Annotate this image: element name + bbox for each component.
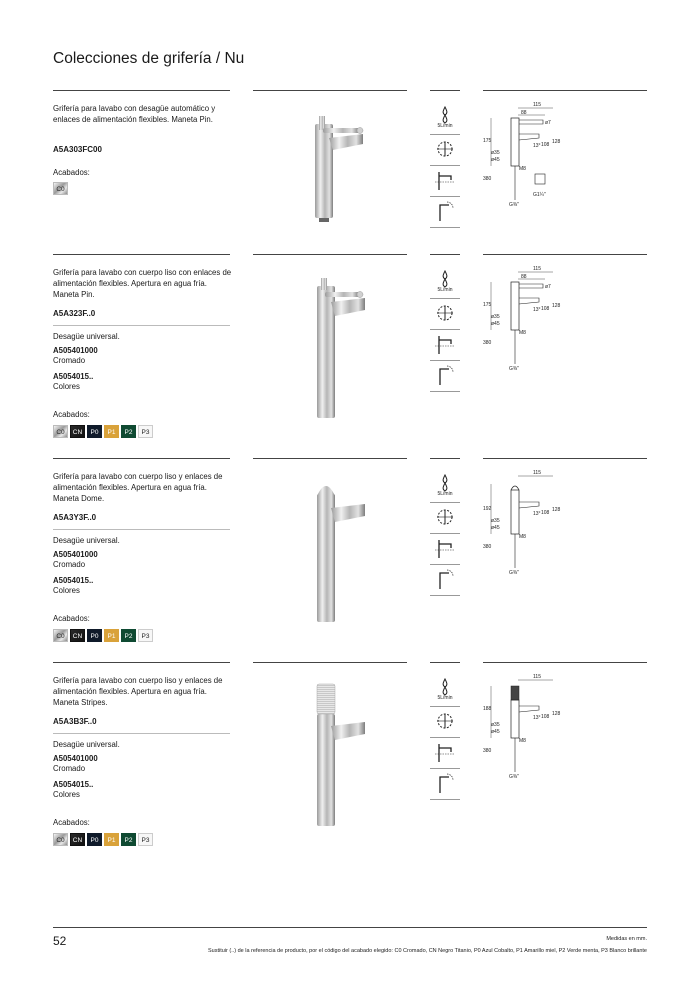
dim-base: ø35 xyxy=(491,150,500,156)
divider xyxy=(483,254,647,255)
divider xyxy=(53,529,230,530)
dim-connection: G⅜" xyxy=(509,570,519,576)
dim-hose: 380 xyxy=(483,748,492,754)
drain-name: Cromado xyxy=(53,356,86,366)
technical-drawing xyxy=(483,100,563,210)
feature-icons xyxy=(430,268,460,392)
flow-rate-label: 5L/min xyxy=(437,695,453,701)
flow-rate-icon xyxy=(430,268,460,299)
feature-icons xyxy=(430,104,460,228)
dim-thread: M8 xyxy=(519,166,526,172)
finish-swatch-c0[interactable]: C0 xyxy=(53,833,68,846)
divider xyxy=(253,458,407,459)
dim-flange: ø45 xyxy=(491,157,500,163)
finish-swatches xyxy=(53,182,68,195)
dim-base: ø35 xyxy=(491,722,500,728)
divider xyxy=(430,254,460,255)
drain-name: Colores xyxy=(53,790,80,800)
divider xyxy=(253,90,407,91)
product-section-4 xyxy=(0,662,700,852)
flow-rate-icon xyxy=(430,676,460,707)
drain-code: A505401000 xyxy=(53,754,98,763)
technical-drawing xyxy=(483,468,563,578)
product-description: Grifería para lavabo con cuerpo liso y enlaces de alimentación flexibles. Apertura en agua fría. Maneta Dome. xyxy=(53,472,223,503)
finish-swatch-p0[interactable]: P0 xyxy=(87,629,102,642)
faucet-height-icon xyxy=(430,330,460,361)
faucet-height-icon xyxy=(430,738,460,769)
dim-height: 192 xyxy=(483,506,492,512)
drain-name: Colores xyxy=(53,586,80,596)
product-section-2 xyxy=(0,254,700,444)
finish-code-note: Sustituir (..) de la referencia de producto, por el código del acabado elegido: C0 Cromado, CN Negro Titanio, P0 Azul Cobalto, P1 Amarillo miel, P2 Verde menta, P3 Blanco brillante xyxy=(207,948,647,954)
faucet-dome-photo xyxy=(293,466,373,636)
faucet-pin-photo xyxy=(293,98,373,268)
divider xyxy=(53,254,230,255)
finish-swatch-cn[interactable]: CN xyxy=(70,833,85,846)
product-section-1 xyxy=(0,90,700,280)
flow-rate-label: 5L/min xyxy=(437,123,453,129)
dim-connection: G⅜" xyxy=(509,774,519,780)
drain-name: Cromado xyxy=(53,560,86,570)
dim-base: ø35 xyxy=(491,314,500,320)
dim-handle-diameter: ø7 xyxy=(545,284,551,290)
drain-label: Desagüe universal. xyxy=(53,740,120,749)
cold-opening-icon xyxy=(430,135,460,166)
dim-flange: ø45 xyxy=(491,525,500,531)
dim-angle: 13° xyxy=(533,307,541,313)
finish-swatch-p2[interactable]: P2 xyxy=(121,629,136,642)
finish-swatch-p3[interactable]: P3 xyxy=(138,425,153,438)
drain-code: A505401000 xyxy=(53,550,98,559)
finish-swatch-p1[interactable]: P1 xyxy=(104,425,119,438)
dim-reach: 128 xyxy=(552,303,561,309)
dim-handle-diameter: ø7 xyxy=(545,120,551,126)
dim-height: 175 xyxy=(483,138,492,144)
dim-height: 175 xyxy=(483,302,492,308)
drain-option xyxy=(53,346,98,367)
finishes-label: Acabados: xyxy=(53,168,90,177)
dim-reach: 128 xyxy=(552,711,561,717)
dim-angle: 13° xyxy=(533,511,541,517)
dim-hose: 380 xyxy=(483,544,492,550)
dim-hose: 380 xyxy=(483,176,492,182)
dim-width: 115 xyxy=(533,674,541,680)
divider xyxy=(430,90,460,91)
footer-divider xyxy=(53,927,647,928)
rotating-spout-icon xyxy=(430,769,460,800)
dim-flange: ø45 xyxy=(491,729,500,735)
dim-angle: 13° xyxy=(533,143,541,149)
product-code: A5A323F..0 xyxy=(53,309,96,318)
divider xyxy=(53,90,230,91)
dim-spout: 108 xyxy=(541,306,550,312)
page-title: Colecciones de grifería / Nu xyxy=(53,50,245,67)
finish-swatch-c0[interactable]: C0 xyxy=(53,629,68,642)
drain-option xyxy=(53,576,93,597)
product-description: Grifería para lavabo con cuerpo liso y enlaces de alimentación flexibles. Apertura en agua fría. Maneta Stripes. xyxy=(53,676,223,707)
finish-swatch-p1[interactable]: P1 xyxy=(104,833,119,846)
finish-swatches xyxy=(53,833,153,846)
dim-hose: 380 xyxy=(483,340,492,346)
divider xyxy=(53,325,230,326)
finish-swatch-c0[interactable]: C0 xyxy=(53,182,68,195)
finish-swatch-p0[interactable]: P0 xyxy=(87,425,102,438)
cold-opening-icon xyxy=(430,503,460,534)
finish-swatch-cn[interactable]: CN xyxy=(70,629,85,642)
faucet-stripes-photo xyxy=(293,670,373,840)
drain-code: A505401000 xyxy=(53,346,98,355)
flow-rate-icon xyxy=(430,104,460,135)
rotating-spout-icon xyxy=(430,197,460,228)
drain-option xyxy=(53,372,93,393)
product-code: A5A3B3F..0 xyxy=(53,717,97,726)
dim-handle: 88 xyxy=(521,110,527,116)
finishes-label: Acabados: xyxy=(53,818,90,827)
faucet-pin-smooth-photo xyxy=(293,262,373,432)
dim-spout: 108 xyxy=(541,510,550,516)
rotating-spout-icon xyxy=(430,565,460,596)
finishes-label: Acabados: xyxy=(53,614,90,623)
drain-code: A5054015.. xyxy=(53,780,94,789)
finish-swatch-p1[interactable]: P1 xyxy=(104,629,119,642)
measurements-note: Medidas en mm. xyxy=(606,936,647,942)
divider xyxy=(483,458,647,459)
dim-reach: 128 xyxy=(552,507,561,513)
drain-label: Desagüe universal. xyxy=(53,536,120,545)
finishes-label: Acabados: xyxy=(53,410,90,419)
divider xyxy=(483,662,647,663)
finish-swatch-p0[interactable]: P0 xyxy=(87,833,102,846)
finish-swatch-p3[interactable]: P3 xyxy=(138,833,153,846)
dim-width: 115 xyxy=(533,266,541,272)
dim-spout: 108 xyxy=(541,714,550,720)
dim-thread: M8 xyxy=(519,534,526,540)
finish-swatch-p3[interactable]: P3 xyxy=(138,629,153,642)
divider xyxy=(53,733,230,734)
dim-width: 115 xyxy=(533,102,541,108)
feature-icons xyxy=(430,676,460,800)
finish-swatches xyxy=(53,425,153,438)
faucet-height-icon xyxy=(430,534,460,565)
feature-icons xyxy=(430,472,460,596)
finish-swatch-p2[interactable]: P2 xyxy=(121,425,136,438)
drain-name: Colores xyxy=(53,382,80,392)
dim-thread: M8 xyxy=(519,330,526,336)
finish-swatch-c0[interactable]: C0 xyxy=(53,425,68,438)
divider xyxy=(430,458,460,459)
product-code: A5A303FC00 xyxy=(53,145,102,154)
dim-height: 188 xyxy=(483,706,492,712)
dim-angle: 13° xyxy=(533,715,541,721)
dim-width: 115 xyxy=(533,470,541,476)
product-description: Grifería para lavabo con desagüe automático y enlaces de alimentación flexibles. Maneta Pin. xyxy=(53,104,216,124)
dim-base: ø35 xyxy=(491,518,500,524)
cold-opening-icon xyxy=(430,299,460,330)
drain-code: A5054015.. xyxy=(53,576,94,585)
drain-name: Cromado xyxy=(53,764,86,774)
dim-flange: ø45 xyxy=(491,321,500,327)
cold-opening-icon xyxy=(430,707,460,738)
product-description: Grifería para lavabo con cuerpo liso con enlaces de alimentación flexibles. Apertura en agua fría. Maneta Pin. xyxy=(53,268,232,299)
finish-swatch-p2[interactable]: P2 xyxy=(121,833,136,846)
flow-rate-label: 5L/min xyxy=(437,491,453,497)
drain-option xyxy=(53,754,98,775)
faucet-height-icon xyxy=(430,166,460,197)
product-section-3 xyxy=(0,458,700,648)
dim-thread: M8 xyxy=(519,738,526,744)
flow-rate-label: 5L/min xyxy=(437,287,453,293)
technical-drawing xyxy=(483,672,563,782)
drain-option xyxy=(53,550,98,571)
divider xyxy=(483,90,647,91)
divider xyxy=(253,254,407,255)
dim-reach: 128 xyxy=(552,139,561,145)
flow-rate-icon xyxy=(430,472,460,503)
finish-swatches xyxy=(53,629,153,642)
divider xyxy=(253,662,407,663)
drain-code: A5054015.. xyxy=(53,372,94,381)
divider xyxy=(430,662,460,663)
divider xyxy=(53,458,230,459)
drain-label: Desagüe universal. xyxy=(53,332,120,341)
dim-connection: G⅜" xyxy=(509,366,519,372)
rotating-spout-icon xyxy=(430,361,460,392)
page-number: 52 xyxy=(53,934,67,948)
dim-spout: 108 xyxy=(541,142,550,148)
product-code: A5A3Y3F..0 xyxy=(53,513,97,522)
dim-handle: 88 xyxy=(521,274,527,280)
technical-drawing xyxy=(483,264,563,374)
dim-connection: G⅜" xyxy=(509,202,519,208)
finish-swatch-cn[interactable]: CN xyxy=(70,425,85,438)
dim-drain-thread: G1¼" xyxy=(533,192,546,198)
drain-option xyxy=(53,780,93,801)
divider xyxy=(53,662,230,663)
